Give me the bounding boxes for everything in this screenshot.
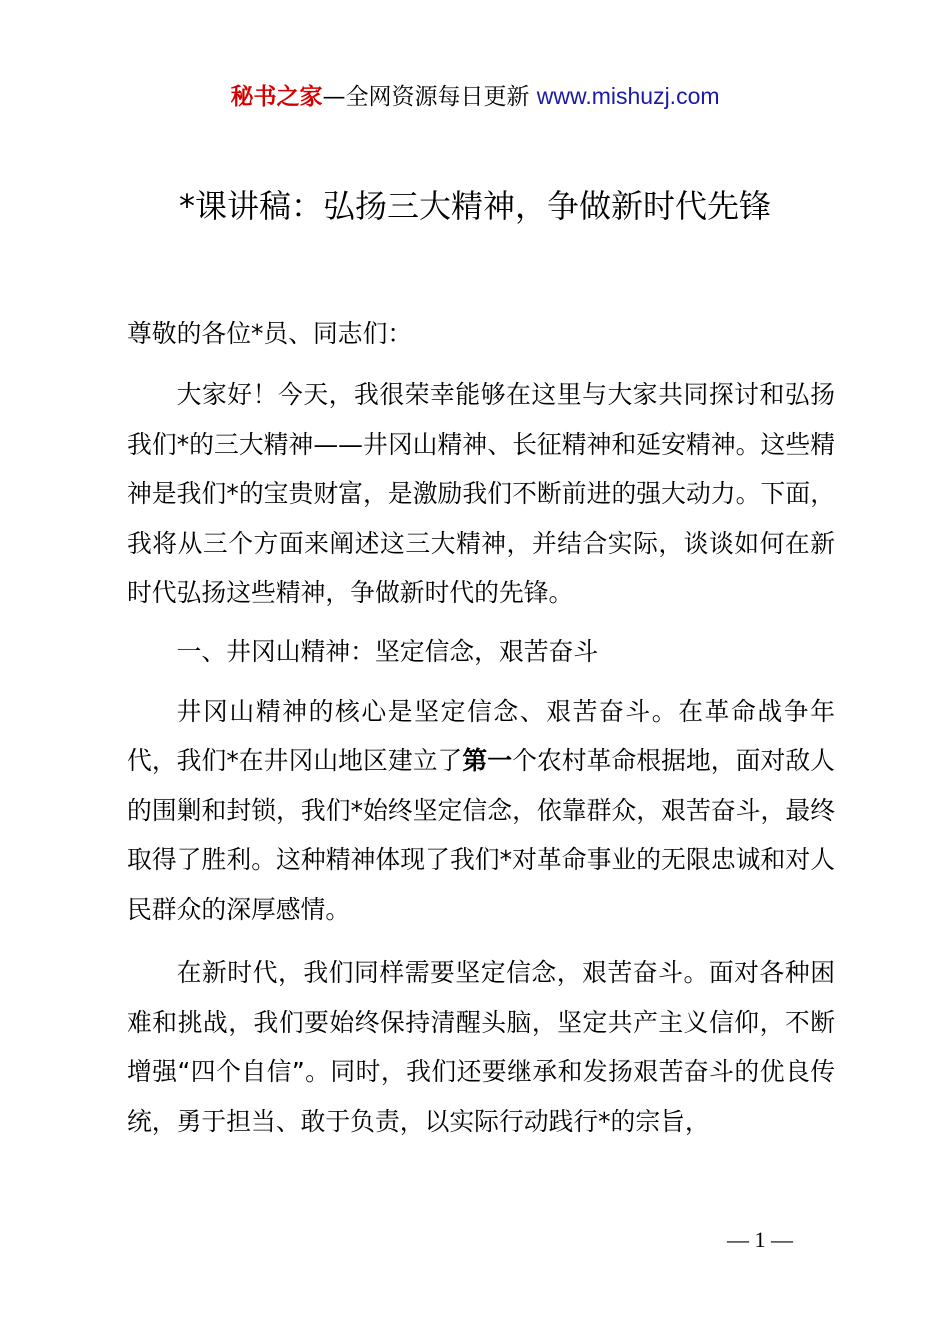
intro-paragraph: 大家好！今天，我很荣幸能够在这里与大家共同探讨和弘扬我们*的三大精神——井冈山精神、长征精神和延安精神。这些精神是我们*的宝贵财富，是激励我们不断前进的强大动力。下面，我将从三个方面来阐述这三大精神，并结合实际，谈谈如何在新时代弘扬这些精神，争做新时代的先锋。 xyxy=(127,380,835,607)
header-url-link[interactable]: www.mishuzj.com xyxy=(536,83,720,109)
document-body xyxy=(127,310,835,1146)
section1-paragraph-2: 在新时代，我们同样需要坚定信念，艰苦奋斗。面对各种困难和挑战，我们要始终保持清醒头脑，坚定共产主义信仰，不断增强“四个自信”。同时，我们还要继承和发扬艰苦奋斗的优良传统，勇于担当、敢于负责，以实际行动践行*的宗旨， xyxy=(127,958,835,1136)
section1-p1-text-after: 个农村革命根据地，面对敌人的围剿和封锁，我们*始终坚定信念，依靠群众，艰苦奋斗，最终取得了胜利。这种精神体现了我们*对革命事业的无限忠诚和对人民群众的深厚感情。 xyxy=(127,746,835,924)
header-tagline: —全网资源每日更新 xyxy=(322,84,537,110)
section-heading-1: 一、井冈山精神：坚定信念，艰苦奋斗 xyxy=(176,636,599,666)
section1-p1-bold-text: 第一 xyxy=(462,746,513,775)
document-title: *课讲稿：弘扬三大精神，争做新时代先锋 xyxy=(178,187,771,225)
site-header xyxy=(0,80,950,113)
section1-paragraph-1 xyxy=(127,687,835,935)
salutation: 尊敬的各位*员、同志们： xyxy=(127,319,413,348)
section1-p1-text-before: 井冈山精神的核心是坚定信念、艰苦奋斗。在革命战争年代，我们*在井冈山地区建立了 xyxy=(127,696,835,775)
page-number: — 1 — xyxy=(727,1227,793,1252)
brand-name: 秘书之家 xyxy=(230,84,323,110)
